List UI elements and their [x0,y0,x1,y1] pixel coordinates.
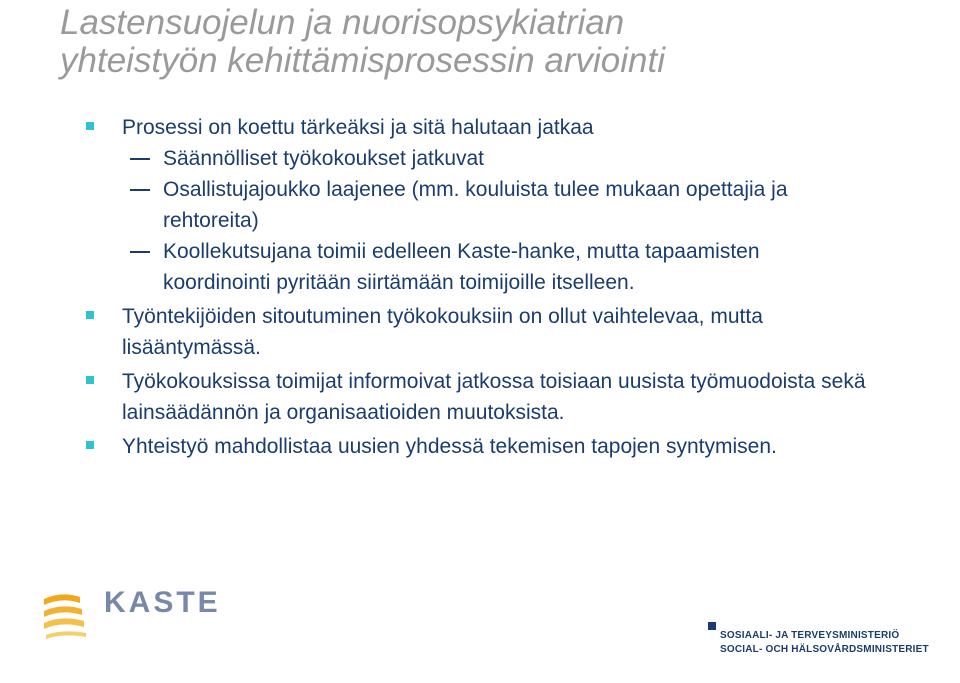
slide-title [60,4,940,80]
dash-bullet-icon [130,251,150,253]
sub-bullet-text: Säännölliset työkokoukset jatkuvat [163,147,485,170]
title-line-1: Lastensuojelun ja nuorisopsykiatrian [60,3,625,42]
bullet-text: Prosessi on koettu tärkeäksi ja sitä halutaan jatkaa [122,116,594,139]
bullet-list [0,112,960,462]
title-line-2: yhteistyön kehittämisprosessin arviointi [60,41,665,80]
bullet-text: Yhteistyö mahdollistaa uusien yhdessä tekemisen tapojen syntymisen. [122,435,777,458]
sub-bullet-item [0,174,843,236]
square-bullet-icon [86,376,94,384]
square-bullet-icon [86,122,94,130]
bullet-text: Työntekijöiden sitoutuminen työkokouksiin on ollut vaihtelevaa, mutta lisääntymässä. [122,305,763,359]
bullet-item [0,301,902,363]
sub-bullet-item [0,236,843,298]
bullet-item [0,431,902,462]
square-bullet-icon [86,441,94,449]
sub-bullet-item [0,143,843,174]
ministry-name-fi: SOSIAALI- JA TERVEYSMINISTERIÖ [720,630,900,641]
bullet-item [0,112,902,143]
kaste-logo-text: KASTE [104,586,221,619]
ministry-mark-icon [708,622,716,630]
bullet-item [0,366,902,428]
square-bullet-icon [86,311,94,319]
ministry-name-sv: SOCIAL- OCH HÄLSOVÅRDSMINISTERIET [720,644,929,655]
dash-bullet-icon [130,158,150,160]
dash-bullet-icon [130,189,150,191]
sub-bullet-text: Osallistujajoukko laajenee (mm. kouluista tulee mukaan opettajia ja rehtoreita) [163,178,788,232]
bullet-text: Työkokouksissa toimijat informoivat jatkossa toisiaan uusista työmuodoista sekä lainsäädännön ja organisaatioiden muutoksista. [122,370,866,424]
sub-bullet-text: Koollekutsujana toimii edelleen Kaste-hanke, mutta tapaamisten koordinointi pyritään siirtämään toimijoille itselleen. [163,240,760,294]
